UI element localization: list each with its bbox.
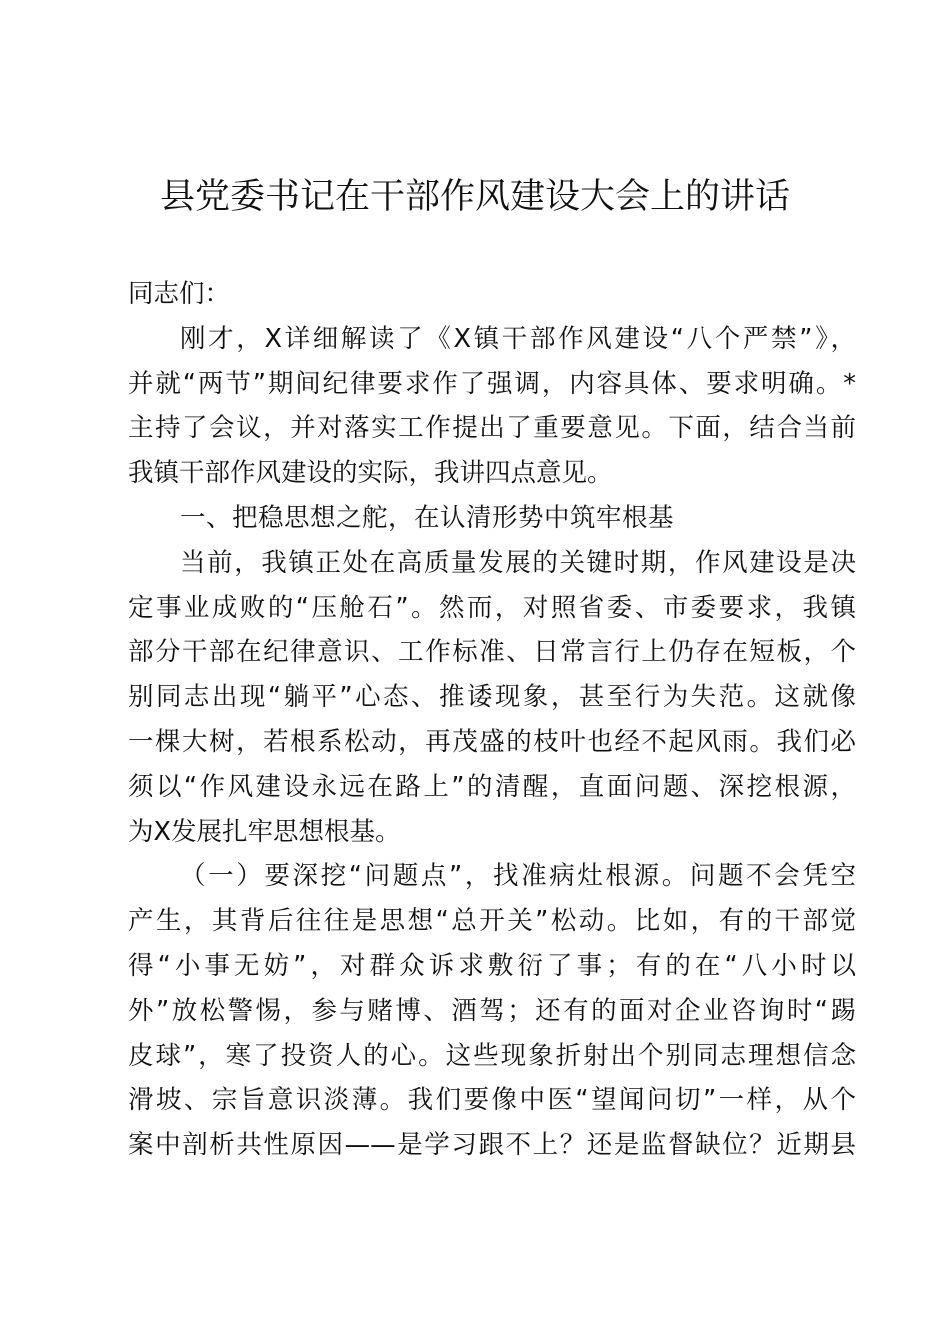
paragraph-line: 滑坡、宗旨意识淡薄。我们要像中医“望闻问切”一样，从个 — [128, 1085, 856, 1116]
section-heading-line: 一、把稳思想之舵，在认清形势中筑牢根基 — [180, 502, 675, 533]
paragraph-line: 案中剖析共性原因——是学习跟不上？还是监督缺位？近期县 — [128, 1130, 856, 1161]
paragraph-line: 部分干部在纪律意识、工作标准、日常言行上仍存在短板，个 — [128, 637, 856, 668]
paragraph-line: （一）要深挖“问题点”，找准病灶根源。问题不会凭空 — [180, 861, 856, 892]
salutation: 同志们： — [128, 279, 231, 309]
paragraph-line: 外”放松警惕，参与赌博、酒驾；还有的面对企业咨询时“踢 — [128, 995, 856, 1026]
paragraph-line: 定事业成败的“压舱石”。然而，对照省委、市委要求，我镇 — [128, 592, 856, 623]
paragraph-line: 当前，我镇正处在高质量发展的关键时期，作风建设是决 — [180, 547, 856, 578]
paragraph-line: 主持了会议，并对落实工作提出了重要意见。下面，结合当前 — [128, 413, 856, 444]
paragraph-line: 须以“作风建设永远在路上”的清醒，直面问题、深挖根源， — [128, 771, 856, 802]
paragraph-line: 皮球”，寒了投资人的心。这些现象折射出个别同志理想信念 — [128, 1040, 856, 1071]
paragraph-line: 刚才，X详细解读了《X镇干部作风建设“八个严禁”》， — [180, 323, 856, 354]
paragraph-line: 得“小事无妨”，对群众诉求敷衍了事；有的在“八小时以 — [128, 950, 856, 981]
paragraph-line: 为X发展扎牢思想根基。 — [128, 816, 401, 847]
document-body — [128, 272, 856, 1168]
paragraph-line: 产生，其背后往往是思想“总开关”松动。比如，有的干部觉 — [128, 906, 856, 937]
paragraph-line: 并就“两节”期间纪律要求作了强调，内容具体、要求明确。* — [128, 368, 856, 399]
paragraph-line: 我镇干部作风建设的实际，我讲四点意见。 — [128, 458, 613, 489]
paragraph-line: 别同志出现“躺平”心态、推诿现象，甚至行为失范。这就像 — [128, 682, 856, 713]
document-title: 县党委书记在干部作风建设大会上的讲话 — [159, 177, 790, 217]
paragraph-line: 一棵大树，若根系松动，再茂盛的枝叶也经不起风雨。我们必 — [128, 726, 856, 757]
